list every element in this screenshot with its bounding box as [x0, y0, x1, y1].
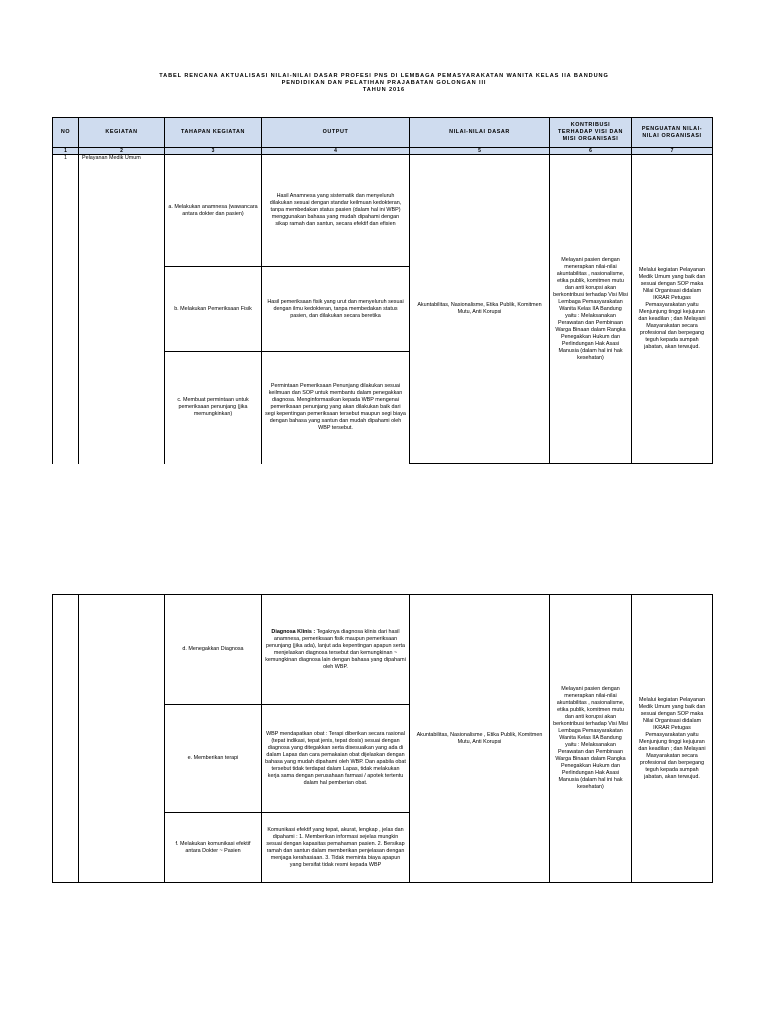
- col-number: 2: [79, 148, 165, 155]
- row-number: 1: [53, 155, 79, 464]
- col-number: 5: [410, 148, 550, 155]
- col-header-penguatan: PENGUATAN NILAI-NILAI ORGANISASI: [632, 118, 713, 148]
- row-number-empty: [53, 595, 79, 883]
- column-number-row: [53, 148, 713, 155]
- kegiatan-empty: [79, 595, 165, 883]
- output-cell: Komunikasi efektif yang tepat, akurat, lengkap , jelas dan dipahami : 1. Memberikan informasi sejelas mungkin sesuai dengan kapasitas pemahaman pasien. 2. Bersikap ramah dan santun dalam memberikan penjelasan dengan menjaga kerahasiaan. 3. Tidak meminta biaya apapun yang bersifat tidak resmi kepada WBP: [262, 813, 410, 883]
- col-header-kontribusi: KONTRIBUSI TERHADAP VISI DAN MISI ORGANISASI: [550, 118, 632, 148]
- col-header-no: NO: [53, 118, 79, 148]
- penguatan-cell: Melalui kegiatan Pelayanan Medik Umum yang baik dan sesuai dengan SOP maka Nilai Organisasi didalam IKRAR Petugas Pemasyarakatan yaitu Menjunjung tinggi kejujuran dan keadilan ; dan Melayani Masyarakatan secara profesional dan berpegang teguh kepada sumpah jabatan, akan terwujud.: [632, 595, 713, 883]
- output-cell: Permintaan Pemeriksaan Penunjang dilakukan sesuai keilmuan dan SOP untuk membantu dalam penegakkan diagnosa. Menginformasikan kepada WBP mengenai pemeriksaan penunjang yang akan dilakukan baik dari segi kepentingan pemeriksaan tersebut maupun segi biaya dengan bahasa yang santun dan mudah dipahami oleh WBP tersebut.: [262, 352, 410, 464]
- output-cell: Hasil Anamnesa yang sistematik dan menyeluruh dilakukan sesuai dengan standar keilmuan kedokteran, tanpa membedakan status pasien (dalam hal ini WBP) menggunakan bahasa yang mudah dipahami dengan sikap ramah dan santun, secara efektif dan efisien: [262, 155, 410, 267]
- output-cell: Hasil pemeriksaan fisik yang urut dan menyeluruh sesuai dengan ilmu kedokteran, tanpa membedakan status pasien, dan dilakukan secara beretika: [262, 267, 410, 352]
- table-row: [53, 595, 713, 705]
- penguatan-cell: Melalui kegiatan Pelayanan Medik Umum yang baik dan sesuai dengan SOP maka Nilai Organisasi didalam IKRAR Petugas Pemasyarakatan yaitu Menjunjung tinggi kejujuran dan keadilan ; dan Melayani Masyarakatan secara profesional dan berpegang teguh kepada sumpah jabatan, akan terwujud.: [632, 155, 713, 464]
- col-number: 7: [632, 148, 713, 155]
- tahapan-cell: b. Melakukan Pemeriksaan Fisik: [165, 267, 262, 352]
- output-text: Tegaknya diagnosa klinis dari hasil anamnesa, pemeriksaan fisik maupun pemeriksaan penunjang (jika ada), lanjut ada kepentingan apapun serta menjelaskan diagnosa tersebut dan kemungkinan ~ kemungkinan diagnosa lain dengan bahasa yang dipahami oleh WBP.: [265, 628, 406, 670]
- output-cell: [262, 595, 410, 705]
- document-subtitle: PENDIDIKAN DAN PELATIHAN PRAJABATAN GOLONGAN III: [281, 80, 487, 86]
- col-number: 4: [262, 148, 410, 155]
- col-header-output: OUTPUT: [262, 118, 410, 148]
- tahapan-cell: a. Melakukan anamnesa (wawancara antara dokter dan pasien): [165, 155, 262, 267]
- table-header-row: [53, 118, 713, 148]
- document-title: TABEL RENCANA AKTUALISASI NILAI-NILAI DASAR PROFESI PNS DI LEMBAGA PEMASYARAKATAN WANITA KELAS IIA BANDUNG: [159, 73, 609, 79]
- table-row: [53, 155, 713, 267]
- document-year: TAHUN 2016: [362, 87, 406, 93]
- col-header-kegiatan: KEGIATAN: [79, 118, 165, 148]
- kontribusi-cell: Melayani pasien dengan menerapkan nilai-nilai akuntabilitas , nasionalisme, etika publik, komitmen mutu dan anti korupsi akan berkontribusi terhadap Visi Misi Lembaga Pemasyarakatan Wanita Kelas IIA Bandung yaitu : Melaksanakan Perawatan dan Pembinaan Warga Binaan dalam Rangka Penegakkan Hukum dan Perlindungan Hak Asasi Manusia (dalam hal ini hak kesehatan): [550, 155, 632, 464]
- tahapan-cell: c. Membuat permintaan untuk pemeriksaan penunjang (jika memungkinkan): [165, 352, 262, 464]
- nilai-cell: Akuntabilitas, Nasionalisme , Etika Publik, Komitmen Mutu, Anti Korupsi: [410, 595, 550, 883]
- col-header-tahapan: TAHAPAN KEGIATAN: [165, 118, 262, 148]
- tahapan-cell: d. Menegakkan Diagnosa: [165, 595, 262, 705]
- tahapan-cell: e. Memberikan terapi: [165, 705, 262, 813]
- output-cell: WBP mendapatkan obat : Terapi diberikan secara rasional (tepat indikasi, tepat jenis, tepat dosis) sesuai dengan diagnosa yang ditegakkan serta disesuaikan yang ada di dalam Lapas dan cara pemakaian obat dijelaskan dengan bahasa yang mudah dipahami oleh WBP. Dan apabila obat tersebut tidak terdapat dalam Lapas, tidak melakukan kerja sama dengan perusahaan farmasi / apotek tertentu dalam hal pemberian obat.: [262, 705, 410, 813]
- activity-table-page-1: [52, 117, 713, 464]
- nilai-cell: Akuntabilitas, Nasionalisme, Etika Publik, Komitmen Mutu, Anti Korupsi: [410, 155, 550, 464]
- activity-table-page-2: [52, 594, 713, 883]
- col-number: 1: [53, 148, 79, 155]
- tahapan-cell: f. Melakukan komunikasi efektif antara Dokter ~ Pasien: [165, 813, 262, 883]
- kegiatan-cell: Pelayanan Medik Umum: [79, 155, 165, 464]
- col-number: 6: [550, 148, 632, 155]
- col-header-nilai: NILAI-NILAI DASAR: [410, 118, 550, 148]
- output-lead: Diagnosa Klinis :: [271, 628, 316, 635]
- kontribusi-cell: Melayani pasien dengan menerapkan nilai-nilai akuntabilitas , nasionalisme, etika publik, komitmen mutu dan anti korupsi akan berkontribusi terhadap Visi Misi Lembaga Pemasyarakatan Wanita Kelas IIA Bandung yaitu : Melaksanakan Perawatan dan Pembinaan Warga Binaan dalam Rangka Penegakkan Hukum dan Perlindungan Hak Asasi Manusia (dalam hal ini hak kesehatan): [550, 595, 632, 883]
- col-number: 3: [165, 148, 262, 155]
